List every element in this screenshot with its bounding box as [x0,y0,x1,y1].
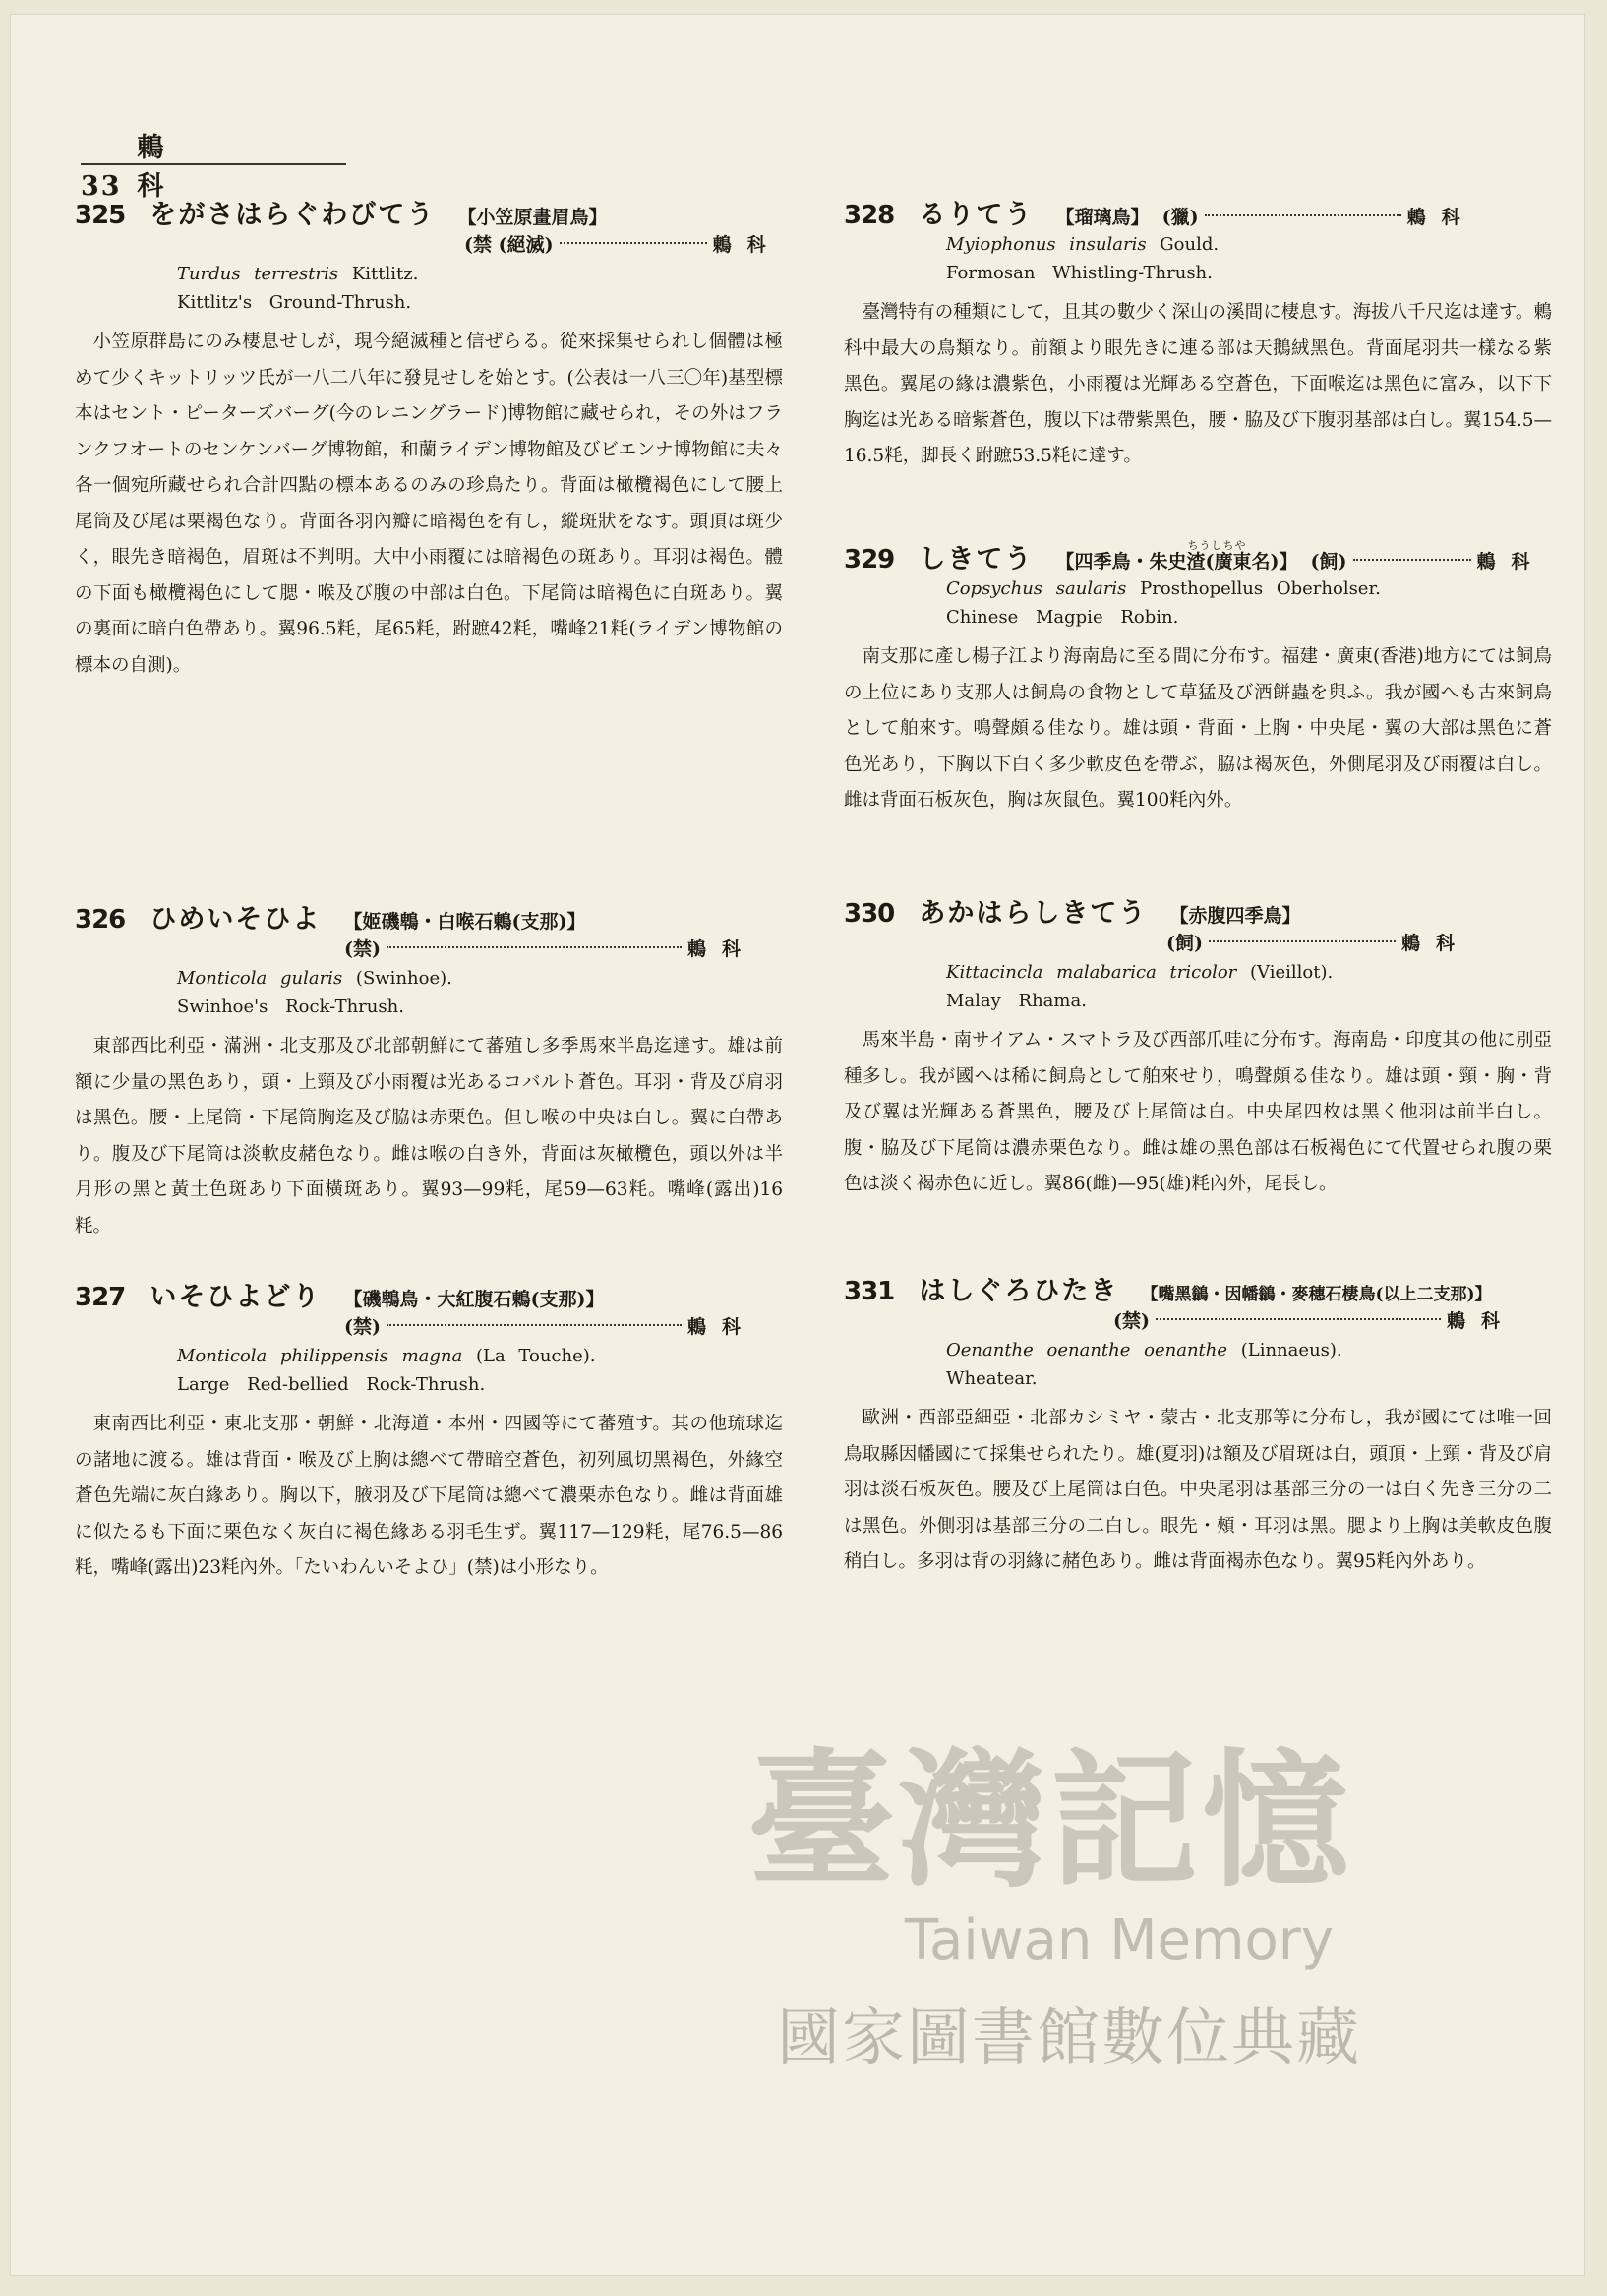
latin-binomial: Monticola philippensis magna [177,1346,463,1366]
entry-latin-name [75,260,783,289]
latin-author: (Swinhoe). [355,968,452,989]
entry-status-line [75,1312,783,1342]
entry-title [75,193,783,230]
entry-number: 330 [844,899,895,929]
entry-english-name: Swinhoe's Rock-Thrush. [177,997,404,1017]
entry-description: 東南西比利亞・東北支那・朝鮮・北海道・本州・四國等にて蕃殖す。其の他琉球迄の諸地に渡る。雄は背面・喉及び上胸は總べて帶暗空蒼色，初列風切黑褐色，外緣空蒼色先端に灰白緣あり。胸以下，腋羽及び下尾筒は總べて濃栗赤色なり。雌は背面雄に似たるも下面に栗色なく灰白に褐色緣ある羽毛生ず。翼117—129粍，尾76.5—86粍，嘴峰(露出)23粍內外。「たいわんいそよひ」(禁)は小形なり。 [75,1414,783,1578]
entry-description: 南支那に產し楊子江より海南島に至る間に分布す。福建・廣東(香港)地方にては飼鳥の上位にあり支那人は飼鳥の食物として草猛及び酒餅蟲を與ふ。我が國へも古來飼鳥として舶來す。鳴聲頗る佳なり。雄は頭・背面・上胸・中央尾・翼の大部は黑色に蒼色光あり，下胸以下白く多少軟皮色を帶ぶ，脇は褐灰色，外側尾羽及び雨覆は白し。雌は背面石板灰色，胸は灰鼠色。翼100粍內外。 [844,646,1552,811]
furigana: ちうしちや [1187,539,1247,552]
entry-status: (禁) [344,938,381,960]
entry-family: 鶇科 [1446,1310,1516,1332]
entry-number: 331 [844,1277,895,1306]
species-entry-325 [75,193,783,684]
entry-number: 325 [75,201,126,230]
entry-title [75,1275,783,1312]
taiwan-memory-watermark [747,1702,1515,2095]
entry-kana-name: ひめいそひよ [149,904,322,935]
species-entry-326 [75,897,783,1244]
entry-description: 臺灣特有の種類にして，且其の數少く深山の溪間に棲息す。海拔八千尺迄は達す。鶇科中最大の鳥類なり。前額より眼先きに連る部は天鵝絨黑色。背面尾羽共一樣なる紫黑色。翼尾の緣は濃紫色，小雨覆は光輝ある空蒼色，下面喉迄は黑色に富み，以下下胸迄は光ある暗紫蒼色，腹以下は帶紫黑色，腰・脇及び下腹羽基部は白し。翼154.5—16.5粍，脚長く跗蹠53.5粍に達す。 [844,302,1552,466]
latin-binomial: Kittacincla malabarica tricolor [946,962,1237,983]
entry-kana-name: はしぐろひたき [919,1276,1119,1306]
header-rule [81,163,346,165]
latin-author: Prosthopellus Oberholser. [1140,578,1381,599]
entry-family: 鶇科 [712,234,782,256]
kanji-names-text: 【四季鳥・朱史渣(廣東名)】 [1055,551,1298,573]
dot-leader [387,946,682,948]
entry-family: 鶇科 [1400,933,1470,954]
entry-title [844,891,1552,929]
entry-description: 小笠原群島にのみ棲息せしが，現今絕滅種と信ぜらる。從來採集せられし個體は極めて少くキットリッツ氏が一八二八年に發見せしを始とす。(公表は一八三〇年)基型標本はセント・ピーターズバーグ(今のレニングラード)博物館に藏せられ，その外はフランクフオートのセンケンバーグ博物館，和蘭ライデン博物館及びビエンナ博物館に夫々各一個宛所藏せられ合計四點の標本あるのみの珍鳥たり。背面は橄欖褐色にして腰上尾筒及び尾は栗褐色なり。背面各羽內瓣に暗褐色を有し，縱斑狀をなす。頭頂は斑少く，眼先き暗褐色，眉斑は不判明。大中小雨覆には暗褐色の斑あり。耳羽は褐色。體の下面も橄欖褐色にして腮・喉及び腹の中部は白色。下尾筒は暗褐色に白斑あり。翼の裏面に暗白色帶あり。翼96.5粍，尾65粍，跗蹠42粍，嘴峰21粍(ライデン博物館の標本の自測)。 [75,332,783,676]
entry-kana-name: るりてう [919,200,1034,230]
latin-author: Gould. [1160,234,1220,255]
species-entry-330 [844,891,1552,1203]
entry-number: 326 [75,905,126,935]
dot-leader [560,242,707,244]
entry-english-name: Wheatear. [946,1368,1038,1389]
entry-number: 329 [844,545,895,574]
entry-family: 鶇科 [686,938,756,960]
entry-kanji-names: 【瑠璃鳥】 [1055,207,1150,228]
species-entry-328 [844,193,1552,475]
entry-family: 鶇科 [1476,551,1546,573]
entry-kana-name: いそひよどり [149,1282,322,1312]
entry-kanji-names: 【嘴黑鶲・因幡鶲・麥穗石棲鳥(以上二支那)】 [1141,1285,1492,1304]
entry-family: 鶇科 [686,1316,756,1338]
latin-binomial: Turdus terrestris [177,264,339,284]
page-header [81,126,346,202]
entry-description: 馬來半島・南サイアム・スマトラ及び西部爪哇に分布す。海南島・印度其の他に別亞種多し。我が國へは稀に飼鳥として舶來せり，鳴聲頗る佳なり。雄は頭・頸・胸・背及び翼は光輝ある蒼黑色，腰及び上尾筒は白。中央尾四枚は黑く他羽は前半白し。腹・脇及び下尾筒は濃赤栗色なり。雌は雄の黑色部は石板褐色にて代置せられ腹の栗色は淡く褐赤色に近し。翼86(雌)—95(雄)粍內外，尾長し。 [844,1030,1552,1194]
entry-english-name: Chinese Magpie Robin. [946,607,1179,628]
entry-status-line [844,1306,1552,1336]
dot-leader [1205,214,1401,216]
entry-family: 鶇科 [1406,207,1476,228]
watermark-library-name: 國家圖書館數位典藏 [777,2002,1361,2075]
latin-binomial: Myiophonus insularis [946,234,1147,255]
entry-latin-name [844,1336,1552,1365]
entry-title [75,897,783,935]
entry-number: 327 [75,1283,126,1312]
entry-kana-name: しきてう [919,544,1034,574]
entry-status-line [844,929,1552,958]
watermark-english: Taiwan Memory [905,1908,1334,1972]
entry-number: 328 [844,201,895,230]
entry-status-line [75,935,783,964]
entry-kanji-names [1055,539,1298,573]
entry-status-line [75,230,783,260]
entry-latin-name [75,1342,783,1371]
page-number: 33 [81,171,122,202]
entry-title [844,193,1552,230]
latin-author: (La Touche). [476,1346,596,1366]
latin-author: (Linnaeus). [1240,1340,1342,1360]
entry-latin-name [844,230,1552,260]
entry-status: (禁) [1113,1310,1150,1332]
species-entry-331 [844,1269,1552,1581]
entry-kanji-names: 【姬磯鵯・白喉石鶇(支那)】 [343,911,586,933]
entry-kanji-names: 【磯鵯鳥・大紅腹石鶇(支那)】 [343,1289,605,1310]
entry-description: 歐洲・西部亞細亞・北部カシミヤ・蒙古・北支那等に分布し，我が國にては唯一回鳥取縣因幡國にて採集せられたり。雄(夏羽)は額及び眉斑は白，頭頂・上頸・背及び肩羽は淡石板灰色。腰及び上尾筒は白色。中央尾羽は基部三分の一は白く先き三分の二は黑色。外側羽は基部三分の二白し。眼先・頰・耳羽は黑。腮より上胸は美軟皮色腹稍白し。多羽は背の羽緣に赭色あり。雌は背面褐赤色なり。翼95粍內外あり。 [844,1408,1552,1572]
entry-kana-name: あかはらしきてう [919,898,1148,929]
entry-status: (飼) [1310,551,1347,573]
entry-kanji-names: 【小笠原畫眉鳥】 [457,207,608,228]
dot-leader [387,1324,682,1326]
latin-binomial: Oenanthe oenanthe oenanthe [946,1340,1228,1360]
entry-latin-name [844,574,1552,604]
dot-leader [1156,1318,1441,1320]
entry-status: (禁 (絕滅) [464,234,554,256]
latin-author: Kittlitz. [351,264,419,284]
latin-author: (Vieillot). [1250,962,1334,983]
entry-english-name: Large Red-bellied Rock-Thrush. [177,1374,486,1395]
page-family-header: 鶇科 [137,133,302,202]
species-entry-329 [844,537,1552,819]
entry-latin-name [844,958,1552,988]
entry-title [844,537,1552,574]
entry-english-name: Kittlitz's Ground-Thrush. [177,292,412,313]
entry-english-name: Formosan Whistling-Thrush. [946,263,1213,283]
species-entry-327 [75,1275,783,1587]
entry-status: (禁) [344,1316,381,1338]
entry-latin-name [75,964,783,994]
dot-leader [1209,940,1396,942]
entry-description: 東部西比利亞・滿洲・北支那及び北部朝鮮にて蕃殖し多季馬來半島迄達す。雄は前額に少量の黑色あり，頭・上頸及び小雨覆は光あるコバルト蒼色。耳羽・背及び肩羽は黑色。腰・上尾筒・下尾筒胸迄及び脇は赤栗色。但し喉の中央は白し。翼に白帶あり。腹及び下尾筒は淡軟皮赭色なり。雌は喉の白き外，背面は灰橄欖色，頭以外は半月形の黑と黃土色斑あり下面橫斑あり。翼93—99粍，尾59—63粍。嘴峰(露出)16粍。 [75,1036,783,1237]
entry-title [844,1269,1552,1306]
entry-kana-name: をがさはらぐわびてう [149,200,436,230]
watermark-calligraphy: 臺灣記憶 [747,1734,1354,1907]
entry-kanji-names: 【赤腹四季鳥】 [1169,905,1301,927]
entry-status: (獵) [1161,207,1199,228]
latin-binomial: Copsychus saularis [946,578,1127,599]
entry-status: (飼) [1166,933,1203,954]
dot-leader [1353,559,1471,561]
entry-english-name: Malay Rhama. [946,991,1087,1011]
latin-binomial: Monticola gularis [177,968,343,989]
